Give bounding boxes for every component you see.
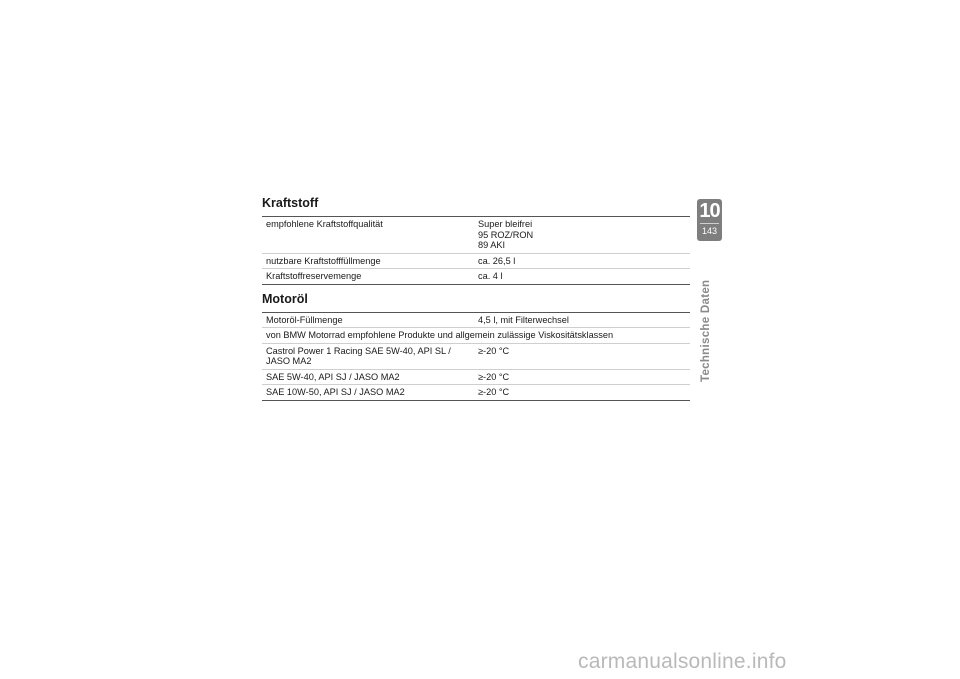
- table-row: [262, 217, 690, 254]
- watermark: carmanualsonline.info: [578, 650, 787, 673]
- table-row: [262, 269, 690, 285]
- fuel-capacity-value: ca. 26,5 l: [472, 253, 690, 269]
- chapter-tab: [697, 199, 722, 241]
- fuel-table: [262, 216, 690, 285]
- oil-product-value: ≥-20 °C: [472, 369, 690, 385]
- oil-product-label: Castrol Power 1 Racing SAE 5W-40, API SL / JASO MA2: [262, 343, 472, 369]
- chapter-divider: [700, 223, 719, 224]
- fuel-quality-value: Super bleifrei 95 ROZ/RON 89 AKI: [478, 219, 534, 250]
- fuel-reserve-label: Kraftstoffreservemenge: [262, 269, 472, 285]
- table-row: [262, 343, 690, 369]
- section-title-oil: Motoröl: [262, 291, 308, 306]
- page-number: 143: [701, 226, 718, 236]
- chapter-title-vertical: Technische Daten: [700, 279, 712, 382]
- oil-fill-label: Motoröl-Füllmenge: [266, 314, 343, 325]
- oil-product-value: ≥-20 °C: [472, 343, 690, 369]
- oil-recommendation-note: von BMW Motorrad empfohlene Produkte und allgemein zulässige Viskositätsklassen: [262, 328, 690, 344]
- table-row: [262, 369, 690, 385]
- fuel-reserve-value: ca. 4 l: [472, 269, 690, 285]
- oil-product-label: SAE 10W-50, API SJ / JASO MA2: [262, 385, 472, 401]
- oil-product-label: SAE 5W-40, API SJ / JASO MA2: [262, 369, 472, 385]
- table-row: [262, 312, 690, 328]
- chapter-number: 10: [699, 200, 720, 222]
- table-row: [262, 253, 690, 269]
- fuel-capacity-label: nutzbare Kraftstofffüllmenge: [262, 253, 472, 269]
- page-content: [262, 196, 690, 401]
- oil-table: [262, 312, 690, 401]
- section-title-fuel: Kraftstoff: [262, 196, 319, 210]
- table-row: [262, 328, 690, 344]
- fuel-quality-label: empfohlene Kraftstoffqualität: [266, 219, 383, 229]
- table-row: [262, 385, 690, 401]
- oil-product-value: ≥-20 °C: [472, 385, 690, 401]
- oil-fill-value: 4,5 l, mit Filterwechsel: [478, 314, 569, 325]
